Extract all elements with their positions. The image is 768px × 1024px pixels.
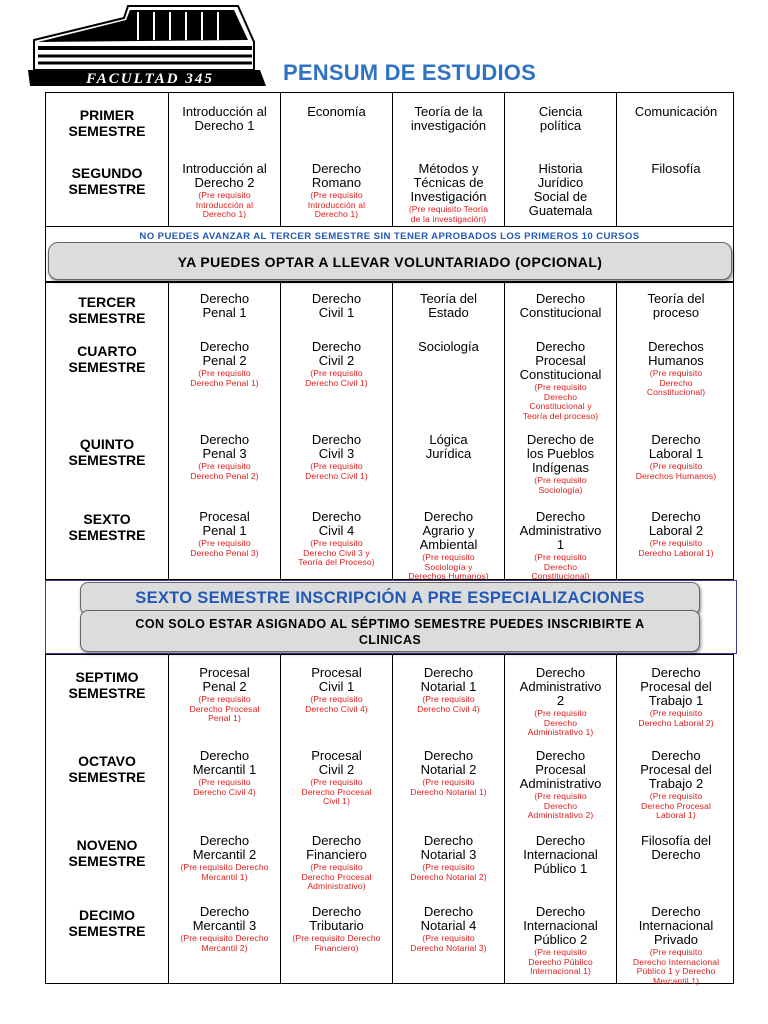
course-requisite-line: Derecho Procesal	[301, 871, 372, 882]
course-requisite-line: (Pre requisito	[534, 947, 587, 957]
course-requisite-line: Penal 1)	[208, 713, 241, 723]
course-cell	[392, 330, 504, 422]
course-requisite-line: Laboral 1)	[656, 810, 696, 820]
semester-label-line: TERCER	[78, 294, 136, 310]
course-name-line: Guatemala	[528, 203, 593, 218]
course-cell	[504, 330, 616, 422]
course-name-line: Derecho	[651, 847, 701, 862]
course-requisite-line: (Pre requisito	[310, 777, 363, 787]
course-name-line: Ciencia	[538, 104, 583, 119]
course-name-line: Trabajo 1	[648, 693, 704, 708]
course-cell	[616, 655, 735, 738]
semester-label-line: SEGUNDO	[71, 165, 143, 181]
course-name-line: Internacional	[523, 918, 598, 933]
course-cell	[504, 738, 616, 822]
course-cell	[504, 283, 616, 330]
course-name-line: Civil 4	[318, 523, 355, 538]
course-requisite-line: Administrativo 2)	[527, 810, 594, 820]
course-name-line: Internacional	[523, 847, 598, 862]
course-name-line: Derecho	[535, 291, 586, 306]
course-requisite-line: Introducción al	[307, 199, 366, 210]
semester-label-line: SEXTO	[83, 511, 131, 527]
course-requisite-line: Derecho	[543, 800, 578, 811]
course-name-line: Jurídico	[537, 175, 584, 190]
course-requisite-line: (Pre requisito	[198, 694, 251, 704]
course-name-line: Derecho	[651, 665, 701, 680]
course-name-line: Procesal	[199, 665, 250, 680]
course-requisite-line: (Pre requisito	[310, 368, 363, 378]
course-cell	[616, 422, 735, 496]
course-requisite-line: (Pre requisito	[310, 538, 363, 548]
course-name-line: Lógica	[429, 432, 468, 447]
course-cell	[616, 738, 735, 822]
course-requisite-line: Derecho	[543, 391, 578, 402]
course-cell	[168, 150, 280, 226]
course-cell	[168, 822, 280, 892]
course-requisite-line: (Pre requisito	[198, 777, 251, 787]
semester-label	[46, 655, 168, 738]
voluntariado-text: YA PUEDES OPTAR A LLEVAR VOLUNTARIADO (OPCIONAL)	[177, 254, 603, 270]
course-requisite-line: (Pre requisito	[198, 461, 251, 471]
semester-label-line: SEMESTRE	[68, 359, 146, 375]
course-name-line: Humanos	[648, 353, 704, 368]
course-requisite-line: Derecho Civil 3 y	[303, 547, 370, 558]
course-name-line: Derecho	[311, 904, 362, 919]
course-name-line: Penal 2	[202, 353, 247, 368]
semester-label-line: SEMESTRE	[68, 452, 146, 468]
course-cell	[392, 738, 504, 822]
course-name-line: Derecho	[535, 339, 586, 354]
course-requisite-line: (Pre requisito	[534, 475, 587, 485]
course-requisite-line: Administrativo 1)	[527, 727, 594, 737]
course-name-line: Constitucional	[519, 305, 602, 320]
semester-label-line: PRIMER	[79, 107, 135, 123]
course-name-line: Público 2	[533, 932, 588, 947]
course-requisite-line: Derecho	[543, 717, 578, 728]
semester-label-line: SEPTIMO	[75, 669, 139, 685]
course-name-line: Notarial 1	[420, 679, 477, 694]
course-requisite-line: Constitucional)	[531, 571, 590, 581]
course-name-line: Derecho 2	[194, 175, 255, 190]
course-name-line: Sociología	[418, 339, 479, 354]
course-requisite-line: (Pre requisito	[422, 552, 475, 562]
semester-label	[46, 93, 168, 150]
semester-label-line: SEMESTRE	[68, 923, 146, 939]
course-name-line: Laboral 2	[648, 523, 704, 538]
course-name-line: 2	[556, 693, 565, 708]
course-requisite-line: Civil 1)	[322, 796, 351, 806]
course-name-line: Derecho	[311, 339, 362, 354]
course-requisite-line: Derechos Humanos)	[635, 470, 717, 481]
course-cell	[280, 150, 392, 226]
course-name-line: proceso	[652, 305, 700, 320]
course-name-line: Civil 2	[318, 353, 355, 368]
course-requisite-line: Derecho 1)	[202, 209, 247, 219]
course-name-line: Procesal	[311, 748, 362, 763]
course-requisite-line: (Pre requisito	[534, 552, 587, 562]
course-requisite-line: Derecho Penal 2)	[190, 470, 259, 481]
clinicas-banner	[80, 610, 700, 652]
course-requisite-line: (Pre requisito Derecho	[180, 862, 269, 872]
course-name-line: Romano	[311, 175, 362, 190]
course-cell	[280, 822, 392, 892]
course-requisite-line: (Pre requisito	[649, 947, 703, 957]
course-cell	[168, 655, 280, 738]
course-name-line: Administrativo	[519, 523, 602, 538]
semester-row	[45, 738, 734, 822]
course-cell	[616, 283, 735, 330]
course-requisite-line: Derecho Penal 3)	[190, 547, 259, 558]
course-requisite-line: (Pre requisito	[422, 862, 475, 872]
course-requisite-line: (Pre requisito	[649, 461, 703, 471]
clinicas-line2: CLINICAS	[358, 633, 422, 647]
course-name-line: Derecho	[199, 432, 250, 447]
clinicas-line1: CON SOLO ESTAR ASIGNADO AL SÉPTIMO SEMESTRE PUEDES INSCRIBIRTE A	[135, 617, 645, 631]
course-requisite-line: (Pre requisito Derecho	[292, 933, 381, 943]
course-requisite-line: Administrativo)	[307, 881, 366, 891]
course-cell	[504, 496, 616, 579]
course-requisite-line: Derechos Humanos)	[408, 571, 489, 581]
course-name-line: Derecho	[651, 748, 701, 763]
semester-row	[45, 282, 734, 330]
semester-row	[45, 150, 734, 226]
course-name-line: Derecho de	[526, 432, 595, 447]
course-cell	[280, 422, 392, 496]
logo-text: FACULTAD 345	[86, 71, 214, 87]
semester-label-line: CUARTO	[77, 343, 137, 359]
faculty-logo	[28, 0, 268, 88]
course-name-line: Trabajo 2	[648, 776, 704, 791]
course-cell	[392, 892, 504, 983]
course-name-line: Ambiental	[419, 537, 478, 552]
course-name-line: Derecho	[199, 833, 250, 848]
semester-row	[45, 330, 734, 422]
course-name-line: Notarial 3	[420, 847, 477, 862]
semester-label-line: DECIMO	[79, 907, 135, 923]
semester-label	[46, 892, 168, 983]
course-requisite-line: Derecho Notarial 1)	[410, 786, 487, 797]
course-name-line: Mercantil 3	[192, 918, 257, 933]
course-requisite-line: (Pre requisito	[649, 791, 703, 801]
course-name-line: Penal 3	[202, 446, 247, 461]
course-name-line: Jurídica	[425, 446, 472, 461]
course-name-line: Civil 3	[318, 446, 355, 461]
course-requisite-line: Introducción al	[195, 199, 254, 210]
course-name-line: Introducción al	[182, 161, 267, 176]
course-name-line: los Pueblos	[526, 446, 595, 461]
semester-label	[46, 738, 168, 822]
course-name-line: Procesal del	[640, 762, 712, 777]
course-name-line: Constitucional	[519, 367, 602, 382]
course-cell	[392, 93, 504, 150]
course-requisite-line: Derecho Laboral 1)	[638, 547, 714, 558]
course-name-line: Comunicación	[634, 104, 718, 119]
semester-row	[45, 496, 734, 580]
course-name-line: Agrario y	[422, 523, 475, 538]
course-name-line: Mercantil 2	[192, 847, 257, 862]
course-requisite-line: (Pre requisito	[198, 190, 251, 200]
course-name-line: Introducción al	[182, 104, 267, 119]
pre-especializaciones-title: SEXTO SEMESTRE INSCRIPCIÓN A PRE ESPECIALIZACIONES	[135, 589, 645, 607]
semester-label	[46, 422, 168, 496]
course-cell	[280, 892, 392, 983]
course-cell	[168, 283, 280, 330]
course-requisite-line: Derecho Penal 1)	[190, 377, 259, 388]
course-name-line: Derecho	[651, 432, 701, 447]
course-requisite-line: (Pre requisito	[649, 708, 703, 718]
semester-row	[45, 422, 734, 496]
course-name-line: Tributario	[309, 918, 364, 933]
semester-label-line: SEMESTRE	[68, 181, 146, 197]
semester-label	[46, 330, 168, 422]
course-name-line: Derecho	[311, 291, 362, 306]
course-cell	[168, 496, 280, 579]
course-cell	[504, 422, 616, 496]
course-cell	[616, 892, 735, 986]
course-requisite-line: (Pre requisito	[198, 538, 251, 548]
course-name-line: Teoría de la	[414, 104, 483, 119]
course-name-line: Mercantil 1	[192, 762, 257, 777]
course-requisite-line: (Pre requisito	[422, 777, 475, 787]
course-name-line: Derecho	[199, 291, 250, 306]
course-cell	[616, 93, 735, 150]
course-requisite-line: Teoría del Proceso)	[298, 557, 375, 567]
course-name-line: Investigación	[410, 189, 487, 204]
course-name-line: Financiero	[306, 847, 367, 862]
banner1-note: NO PUEDES AVANZAR AL TERCER SEMESTRE SIN TENER APROBADOS LOS PRIMEROS 10 CURSOS	[139, 231, 640, 242]
course-name-line: Procesal del	[640, 679, 712, 694]
semester-label-line: SEMESTRE	[68, 685, 146, 701]
course-cell	[504, 150, 616, 226]
course-name-line: Derecho	[311, 161, 362, 176]
course-cell	[280, 496, 392, 579]
course-cell	[392, 422, 504, 496]
course-name-line: Procesal	[199, 509, 250, 524]
course-cell	[168, 93, 280, 150]
course-cell	[504, 892, 616, 983]
course-name-line: Filosofía	[651, 161, 701, 176]
semester-row	[45, 654, 734, 738]
semester-label	[46, 496, 168, 579]
course-requisite-line: Público 1 y Derecho	[636, 966, 716, 976]
course-name-line: 1	[556, 537, 565, 552]
course-name-line: Derecho	[423, 748, 474, 763]
course-cell	[392, 150, 504, 226]
course-requisite-line: Derecho Público	[528, 956, 593, 967]
course-name-line: Indígenas	[531, 460, 590, 475]
course-name-line: Civil 2	[318, 762, 355, 777]
course-name-line: Penal 1	[202, 523, 247, 538]
course-cell	[616, 496, 735, 579]
course-name-line: Teoría del	[419, 291, 478, 306]
course-requisite-line: Derecho Notarial 2)	[410, 871, 487, 882]
course-name-line: Notarial 2	[420, 762, 477, 777]
course-name-line: Derecho	[311, 509, 362, 524]
course-requisite-line: Derecho Procesal	[641, 800, 711, 811]
course-name-line: Internacional	[638, 918, 714, 933]
course-requisite-line: Derecho Internacional	[632, 956, 720, 967]
course-name-line: Derecho 1	[194, 118, 255, 133]
course-name-line: Filosofía del	[640, 833, 712, 848]
course-name-line: Social de	[533, 189, 588, 204]
course-requisite-line: Sociología y	[424, 561, 473, 572]
semester-label	[46, 822, 168, 892]
semester-label-line: NOVENO	[76, 837, 138, 853]
course-cell	[392, 822, 504, 892]
page-title: PENSUM DE ESTUDIOS	[283, 60, 536, 85]
course-requisite-line: Derecho	[659, 377, 693, 388]
course-name-line: Penal 1	[202, 305, 247, 320]
course-requisite-line: (Pre requisito	[310, 862, 363, 872]
course-requisite-line: Derecho Procesal	[301, 786, 372, 797]
course-cell	[504, 93, 616, 150]
course-name-line: Técnicas de	[413, 175, 484, 190]
course-requisite-line: Financiero)	[314, 942, 359, 953]
course-cell	[280, 93, 392, 150]
course-requisite-line: Teoría del proceso)	[522, 410, 599, 421]
voluntariado-banner	[48, 242, 732, 280]
semester-label-line: QUINTO	[79, 436, 135, 452]
course-name-line: Economía	[307, 104, 366, 119]
course-cell	[616, 330, 735, 422]
course-cell	[504, 822, 616, 892]
semester-label	[46, 283, 168, 330]
course-name-line: Derecho	[651, 904, 701, 919]
course-requisite-line: Derecho Civil 4)	[417, 703, 480, 714]
course-requisite-line: Derecho Civil 4)	[193, 786, 256, 797]
course-name-line: Historia	[538, 161, 583, 176]
course-name-line: Laboral 1	[648, 446, 704, 461]
course-requisite-line: Mercantil 2)	[201, 942, 248, 953]
course-requisite-line: (Pre requisito	[649, 538, 703, 548]
course-name-line: Derecho	[535, 665, 586, 680]
course-cell	[392, 496, 504, 579]
course-cell	[280, 655, 392, 738]
course-requisite-line: (Pre requisito	[310, 461, 363, 471]
course-cell	[280, 738, 392, 822]
course-requisite-line: Derecho Notarial 3)	[410, 942, 487, 953]
course-name-line: Procesal	[535, 762, 586, 777]
course-name-line: Privado	[653, 932, 699, 947]
semester-label-line: SEMESTRE	[68, 527, 146, 543]
course-name-line: Civil 1	[318, 679, 355, 694]
course-name-line: Derecho	[535, 833, 586, 848]
course-cell	[616, 822, 735, 892]
semester-row	[45, 92, 734, 150]
course-requisite-line: Derecho Civil 4)	[305, 703, 368, 714]
course-name-line: Derecho	[423, 833, 474, 848]
course-cell	[168, 892, 280, 983]
course-cell	[168, 738, 280, 822]
course-requisite-line: (Pre requisito	[422, 694, 475, 704]
course-requisite-line: (Pre requisito	[310, 694, 363, 704]
course-requisite-line: (Pre requisito	[534, 382, 587, 392]
course-requisite-line: (Pre requisito	[534, 791, 587, 801]
semester-row	[45, 822, 734, 892]
course-name-line: Notarial 4	[420, 918, 477, 933]
course-requisite-line: (Pre requisito Derecho	[180, 933, 269, 943]
course-requisite-line: Derecho Civil 1)	[305, 470, 368, 481]
course-name-line: política	[539, 118, 582, 133]
course-name-line: Métodos y	[418, 161, 479, 176]
course-requisite-line: Derecho Civil 1)	[305, 377, 368, 388]
course-requisite-line: de la investigación)	[410, 213, 487, 224]
course-name-line: Derecho	[535, 509, 586, 524]
course-requisite-line: (Pre requisito	[198, 368, 251, 378]
semester-label-line: SEMESTRE	[68, 310, 146, 326]
course-cell	[616, 150, 735, 226]
course-name-line: Derecho	[423, 904, 474, 919]
course-name-line: Penal 2	[202, 679, 247, 694]
course-name-line: Derecho	[651, 509, 701, 524]
course-requisite-line: Derecho Procesal	[189, 703, 260, 714]
course-requisite-line: Derecho Laboral 2)	[638, 717, 714, 728]
course-cell	[168, 422, 280, 496]
course-cell	[280, 283, 392, 330]
course-requisite-line: (Pre requisito Teoría	[408, 204, 489, 214]
course-cell	[280, 330, 392, 422]
course-name-line: Derecho	[535, 904, 586, 919]
course-name-line: Procesal	[535, 353, 586, 368]
course-requisite-line: Mercantil 1)	[652, 975, 700, 986]
course-name-line: Público 1	[533, 861, 588, 876]
course-name-line: Civil 1	[318, 305, 355, 320]
semester-label-line: SEMESTRE	[68, 769, 146, 785]
course-name-line: Derecho	[423, 509, 474, 524]
course-requisite-line: Derecho 1)	[314, 209, 359, 219]
course-requisite-line: (Pre requisito	[534, 708, 587, 718]
course-cell	[168, 330, 280, 422]
course-requisite-line: Constitucional y	[529, 401, 592, 411]
course-name-line: Derecho	[423, 665, 474, 680]
course-name-line: Derecho	[199, 748, 250, 763]
course-name-line: Derecho	[311, 833, 362, 848]
course-cell	[392, 655, 504, 738]
course-requisite-line: (Pre requisito	[649, 368, 703, 378]
course-name-line: Procesal	[311, 665, 362, 680]
course-cell	[504, 655, 616, 738]
course-name-line: Estado	[428, 305, 469, 320]
course-requisite-line: Mercantil 1)	[201, 871, 248, 882]
course-name-line: investigación	[410, 118, 487, 133]
course-name-line: Teoría del	[647, 291, 705, 306]
course-name-line: Administrativo	[519, 776, 602, 791]
course-name-line: Derecho	[199, 904, 250, 919]
course-name-line: Derechos	[648, 339, 704, 354]
course-name-line: Derecho	[535, 748, 586, 763]
semester-label	[46, 150, 168, 226]
course-requisite-line: Constitucional)	[646, 387, 706, 397]
semester-row	[45, 892, 734, 984]
course-name-line: Derecho	[311, 432, 362, 447]
course-requisite-line: Derecho	[543, 561, 578, 572]
course-requisite-line: Internacional 1)	[530, 966, 591, 976]
semester-label-line: SEMESTRE	[68, 853, 146, 869]
semester-label-line: SEMESTRE	[68, 123, 146, 139]
course-requisite-line: (Pre requisito	[422, 933, 475, 943]
course-requisite-line: Sociología)	[538, 484, 583, 495]
course-name-line: Administrativo	[519, 679, 602, 694]
course-cell	[392, 283, 504, 330]
course-requisite-line: (Pre requisito	[310, 190, 363, 200]
course-name-line: Derecho	[199, 339, 250, 354]
semester-label-line: OCTAVO	[78, 753, 136, 769]
